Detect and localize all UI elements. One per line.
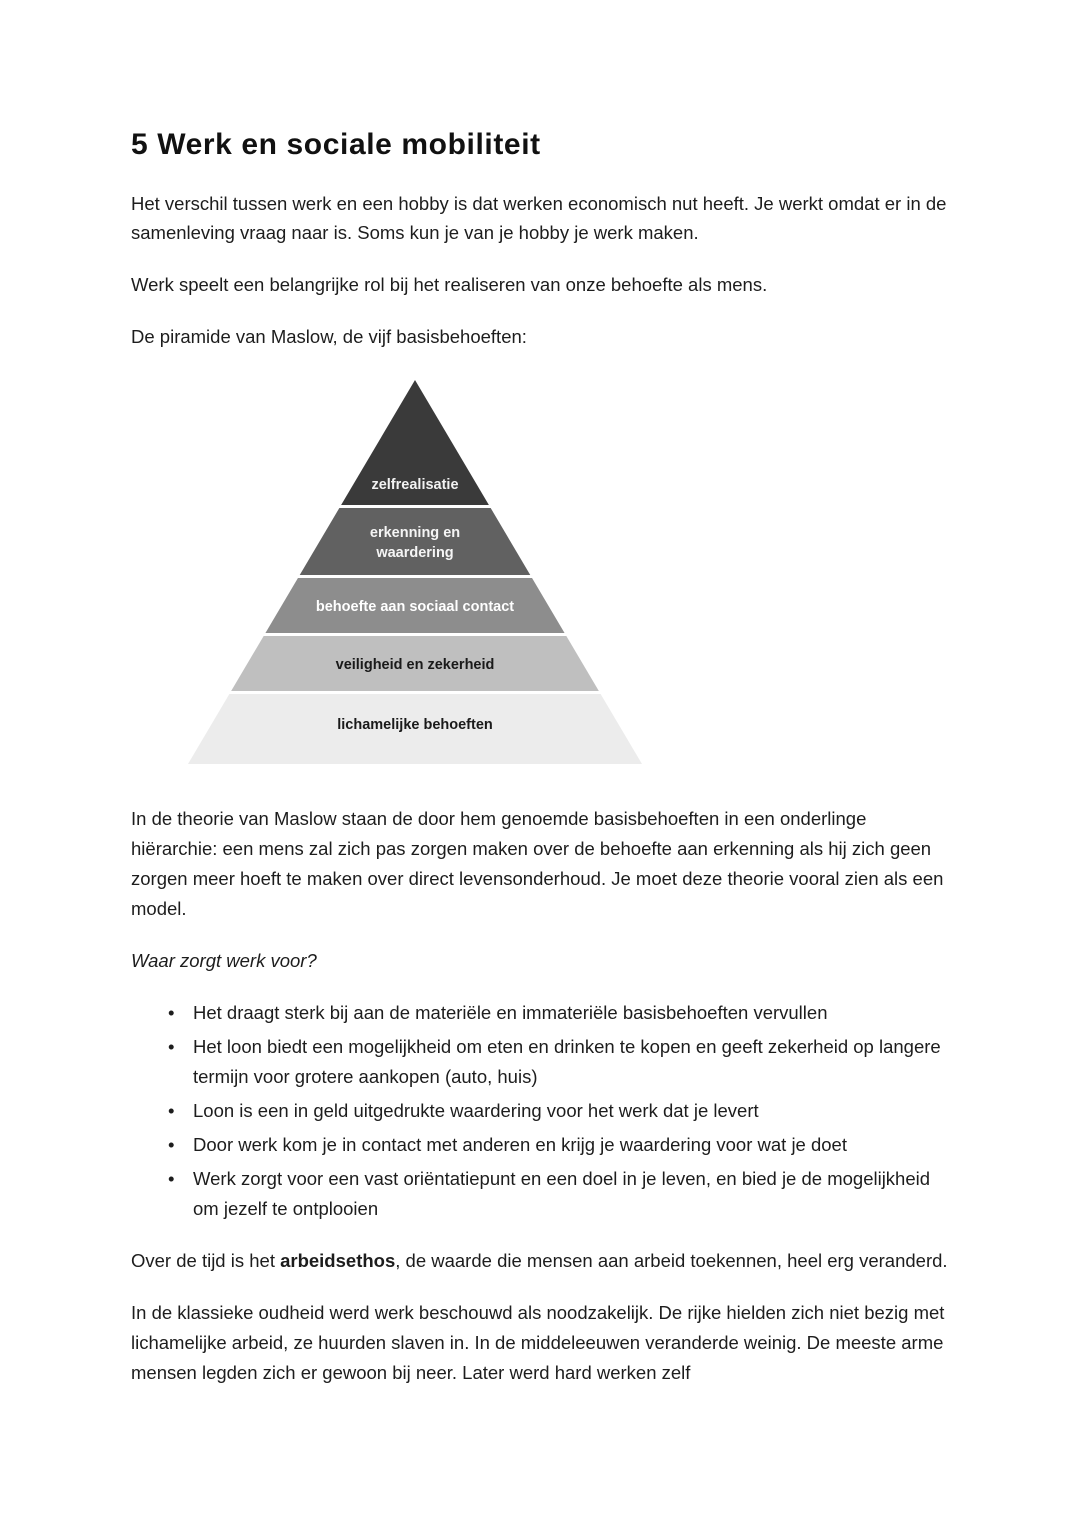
pyramid-band-erkenning-waardering	[188, 508, 642, 575]
pyramid-label-lichamelijke-behoeften: lichamelijke behoeften	[337, 717, 493, 734]
list-item	[131, 998, 949, 1028]
pyramid-label-veiligheid-zekerheid: veiligheid en zekerheid	[335, 657, 495, 674]
pyramid-label-sociaal-contact: behoefte aan sociaal contact	[315, 599, 515, 616]
bullet-marker-icon: •	[168, 1100, 175, 1122]
list-item	[131, 1032, 949, 1092]
list-item-label: Het loon biedt een mogelijkheid om eten en drinken te kopen en geeft zekerheid op langere termijn voor grotere aankopen (auto, huis)	[193, 1036, 941, 1088]
list-item	[131, 1130, 949, 1160]
bullet-marker-icon: •	[168, 1036, 175, 1058]
maslow-pyramid-svg	[188, 372, 688, 772]
pyramid-bands	[188, 372, 642, 766]
document-content	[131, 128, 949, 1410]
list-item	[131, 1096, 949, 1126]
arbeidsethos-text-after: , de waarde die mensen aan arbeid toekennen, heel erg veranderd.	[395, 1250, 948, 1271]
bullet-marker-icon: •	[168, 1002, 175, 1024]
pyramid-label-zelfrealisatie: zelfrealisatie	[371, 477, 459, 494]
question-heading: Waar zorgt werk voor?	[131, 950, 317, 972]
benefits-bullet-list	[131, 998, 949, 1224]
paragraph-intro-2: Werk speelt een belangrijke rol bij het realiseren van onze behoefte als mens.	[131, 274, 768, 296]
list-item-label: Werk zorgt voor een vast oriëntatiepunt en een doel in je leven, en bied je de mogelijkheid om jezelf te ontplooien	[193, 1168, 931, 1220]
arbeidsethos-text-before: Over de tijd is het	[131, 1250, 281, 1271]
arbeidsethos-term: arbeidsethos	[280, 1250, 396, 1271]
paragraph-history: In de klassieke oudheid werd werk beschouwd als noodzakelijk. De rijke hielden zich niet bezig met lichamelijke arbeid, ze huurden slaven in. In de middeleeuwen veranderde weinig. De meeste arme mensen legden zich er gewoon bij neer. Later werd hard werken zelf	[131, 1301, 945, 1383]
pyramid-label-erkenning-line2: waardering	[376, 545, 454, 562]
page-title: 5 Werk en sociale mobiliteit	[131, 128, 541, 161]
bullet-marker-icon: •	[168, 1168, 175, 1190]
list-item-label: Door werk kom je in contact met anderen en krijg je waardering voor wat je doet	[193, 1134, 847, 1156]
bullet-marker-icon: •	[168, 1134, 175, 1156]
paragraph-intro-1: Het verschil tussen werk en een hobby is dat werken economisch nut heeft. Je werkt omdat er in de samenleving vraag naar is. Soms kun je van je hobby je werk maken.	[131, 192, 947, 244]
figure-caption: De piramide van Maslow, de vijf basisbehoeften:	[131, 326, 527, 348]
list-item-label: Loon is een in geld uitgedrukte waardering voor het werk dat je levert	[193, 1100, 759, 1122]
paragraph-after-figure: In de theorie van Maslow staan de door hem genoemde basisbehoeften in een onderlinge hiërarchie: een mens zal zich pas zorgen maken over de behoefte aan erkenning als hij zich geen zorgen meer hoeft te maken over direct levensonderhoud. Je moet deze theorie vooral zien als een model.	[131, 808, 944, 920]
list-item	[131, 1164, 949, 1224]
list-item-label: Het draagt sterk bij aan de materiële en immateriële basisbehoeften vervullen	[193, 1002, 828, 1024]
pyramid-label-erkenning-line1: erkenning en	[369, 525, 461, 542]
maslow-pyramid-figure	[131, 372, 949, 780]
paragraph-arbeidsethos	[131, 1246, 949, 1276]
